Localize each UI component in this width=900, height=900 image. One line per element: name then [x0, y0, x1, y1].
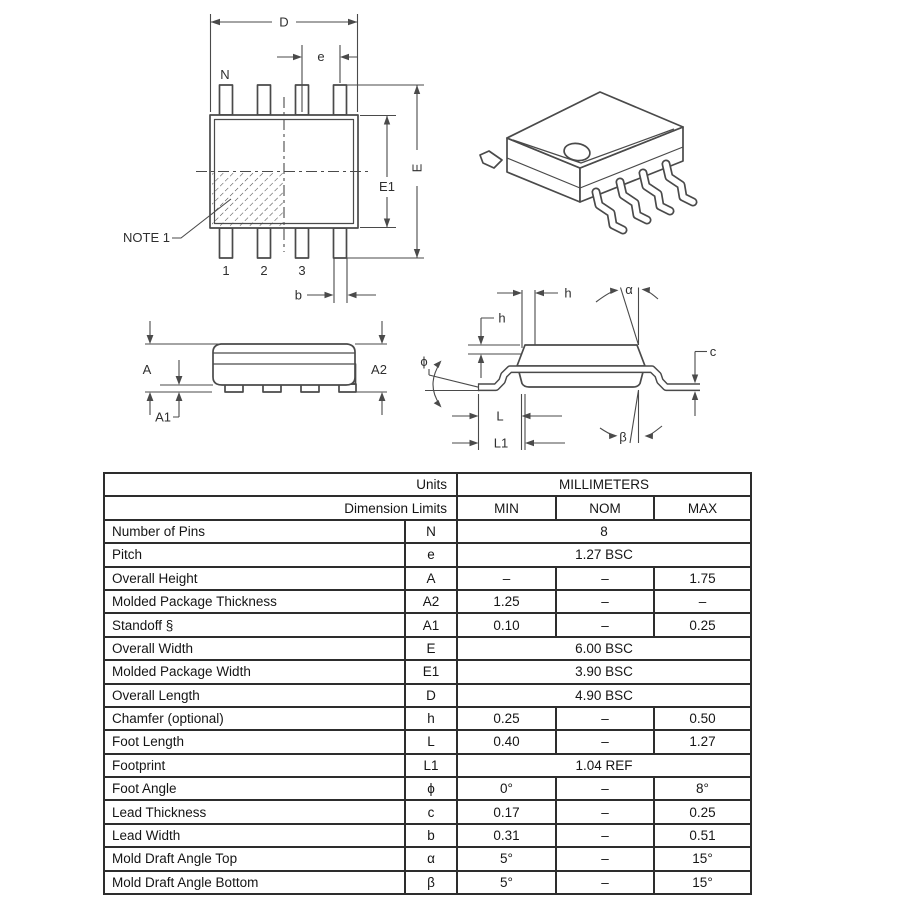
dimension-min-cell: 5°: [457, 871, 556, 894]
dimension-value-cell: 4.90 BSC: [457, 684, 751, 707]
pin1-index-hatch: [212, 172, 284, 227]
table-row: [104, 754, 751, 777]
table-row: [104, 707, 751, 730]
detail-body-upper: [517, 345, 645, 366]
dimension-name-cell: Number of Pins: [104, 520, 405, 543]
max-column-header: MAX: [654, 496, 751, 519]
dimension-min-cell: 0.40: [457, 730, 556, 753]
pin-bottom-2: [258, 228, 271, 258]
dimension-nom-cell: –: [556, 777, 654, 800]
dimension-symbol-cell: c: [405, 800, 457, 823]
dim-label-beta: β: [619, 429, 627, 445]
dimension-value-cell: 1.04 REF: [457, 754, 751, 777]
dimension-symbol-cell: b: [405, 824, 457, 847]
dimension-nom-cell: –: [556, 730, 654, 753]
dimension-max-cell: 15°: [654, 847, 751, 870]
dimension-name-cell: Foot Length: [104, 730, 405, 753]
pin-top-2: [258, 85, 271, 115]
dimension-min-cell: 0.17: [457, 800, 556, 823]
dimension-symbol-cell: h: [405, 707, 457, 730]
dim-label-phi: ϕ: [420, 354, 428, 369]
dimension-min-cell: –: [457, 567, 556, 590]
dim-label-A1: A1: [155, 409, 171, 425]
dimension-symbol-cell: β: [405, 871, 457, 894]
dim-label-E: E: [409, 163, 425, 173]
nom-column-header: NOM: [556, 496, 654, 519]
pin-number-1: 1: [222, 263, 230, 278]
dimension-min-cell: 0.31: [457, 824, 556, 847]
table-row: [104, 613, 751, 636]
pin-bottom-1: [220, 228, 233, 258]
dimension-nom-cell: –: [556, 824, 654, 847]
dimension-name-cell: Lead Thickness: [104, 800, 405, 823]
table-row: [104, 777, 751, 800]
pin-top-1: [220, 85, 233, 115]
dimension-min-cell: 0.10: [457, 613, 556, 636]
dim-label-A: A: [142, 362, 152, 377]
table-row: [104, 824, 751, 847]
dim-label-c: c: [709, 344, 717, 359]
dimension-symbol-cell: L: [405, 730, 457, 753]
dimension-name-cell: Foot Angle: [104, 777, 405, 800]
units-header-row: [104, 473, 751, 496]
dimensions-table: [103, 472, 752, 895]
side-view-diagram: [143, 321, 387, 425]
dimension-max-cell: 0.25: [654, 613, 751, 636]
end-view-detail-diagram: [420, 282, 716, 451]
top-view-diagram: [123, 14, 424, 303]
dimension-max-cell: 15°: [654, 871, 751, 894]
dim-label-h-top: h: [564, 285, 572, 301]
dimension-name-cell: Molded Package Thickness: [104, 590, 405, 613]
table-row: [104, 847, 751, 870]
dimension-nom-cell: –: [556, 707, 654, 730]
dimension-nom-cell: –: [556, 613, 654, 636]
table-row: [104, 800, 751, 823]
dim-label-A2: A2: [371, 362, 387, 377]
dimension-value-cell: 1.27 BSC: [457, 543, 751, 566]
dimension-max-cell: –: [654, 590, 751, 613]
table-row: [104, 684, 751, 707]
dim-label-b: b: [294, 287, 302, 303]
dimension-max-cell: 8°: [654, 777, 751, 800]
dimension-symbol-cell: α: [405, 847, 457, 870]
dimension-name-cell: Standoff §: [104, 613, 405, 636]
limits-header-row: [104, 496, 751, 519]
isometric-view: [480, 92, 693, 230]
pin-number-3: 3: [298, 263, 306, 278]
dimension-min-cell: 0°: [457, 777, 556, 800]
iso-back-lead: [480, 151, 502, 168]
dimensions-table-header: [104, 473, 751, 520]
min-column-header: MIN: [457, 496, 556, 519]
dimension-name-cell: Mold Draft Angle Bottom: [104, 871, 405, 894]
table-row: [104, 543, 751, 566]
dimension-name-cell: Overall Length: [104, 684, 405, 707]
dim-label-L1: L1: [493, 435, 509, 451]
dimension-name-cell: Lead Width: [104, 824, 405, 847]
units-value-cell: MILLIMETERS: [457, 473, 751, 496]
table-row: [104, 637, 751, 660]
dimension-nom-cell: –: [556, 871, 654, 894]
dimension-name-cell: Pitch: [104, 543, 405, 566]
table-row: [104, 730, 751, 753]
table-row: [104, 567, 751, 590]
dim-label-alpha: α: [625, 282, 633, 297]
dimension-nom-cell: –: [556, 800, 654, 823]
dimension-nom-cell: –: [556, 567, 654, 590]
dimension-symbol-cell: e: [405, 543, 457, 566]
dimension-symbol-cell: A1: [405, 613, 457, 636]
pin-bottom-4: [334, 228, 347, 258]
dimension-value-cell: 8: [457, 520, 751, 543]
dim-label-h-left: h: [498, 310, 506, 326]
dim-label-e: e: [317, 49, 325, 64]
dimension-max-cell: 0.51: [654, 824, 751, 847]
dimension-symbol-cell: N: [405, 520, 457, 543]
dimension-value-cell: 6.00 BSC: [457, 637, 751, 660]
dimension-nom-cell: –: [556, 847, 654, 870]
dimension-max-cell: 0.25: [654, 800, 751, 823]
dimension-name-cell: Overall Height: [104, 567, 405, 590]
units-label-cell: Units: [104, 473, 457, 496]
dimension-name-cell: Molded Package Width: [104, 660, 405, 683]
dimension-symbol-cell: D: [405, 684, 457, 707]
dimension-min-cell: 5°: [457, 847, 556, 870]
dim-label-E1: E1: [379, 179, 395, 194]
dimension-min-cell: 0.25: [457, 707, 556, 730]
dimension-symbol-cell: ϕ: [405, 777, 457, 800]
dim-label-D: D: [279, 14, 289, 30]
dimension-symbol-cell: E: [405, 637, 457, 660]
note1-label: NOTE 1: [123, 230, 170, 245]
dimension-name-cell: Footprint: [104, 754, 405, 777]
dimension-symbol-cell: E1: [405, 660, 457, 683]
dim-label-L: L: [496, 408, 504, 424]
dimension-name-cell: Chamfer (optional): [104, 707, 405, 730]
table-row: [104, 660, 751, 683]
table-row: [104, 520, 751, 543]
detail-body-lower: [519, 372, 643, 387]
table-row: [104, 871, 751, 894]
dimensions-table-body: [104, 520, 751, 894]
dimension-symbol-cell: A: [405, 567, 457, 590]
dimension-value-cell: 3.90 BSC: [457, 660, 751, 683]
table-row: [104, 590, 751, 613]
dimension-limits-cell: Dimension Limits: [104, 496, 457, 519]
dimension-nom-cell: –: [556, 590, 654, 613]
dimension-symbol-cell: A2: [405, 590, 457, 613]
pin-count-label-N: N: [220, 67, 230, 82]
dimension-max-cell: 1.27: [654, 730, 751, 753]
dimension-name-cell: Mold Draft Angle Top: [104, 847, 405, 870]
pin-bottom-3: [296, 228, 309, 258]
dimension-name-cell: Overall Width: [104, 637, 405, 660]
pin-top-4: [334, 85, 347, 115]
dimension-min-cell: 1.25: [457, 590, 556, 613]
dimension-max-cell: 1.75: [654, 567, 751, 590]
dimension-max-cell: 0.50: [654, 707, 751, 730]
dimension-symbol-cell: L1: [405, 754, 457, 777]
pin-number-2: 2: [260, 263, 268, 278]
